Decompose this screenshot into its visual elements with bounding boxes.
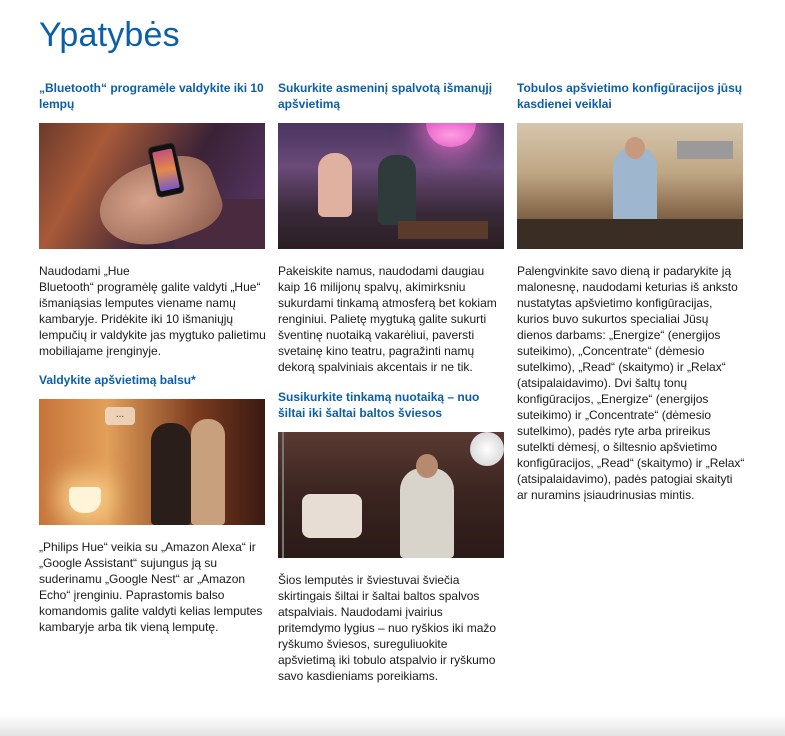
feature-heading: Tobulos apšvietimo konfigūracijos jūsų kasdienei veiklai <box>517 81 743 111</box>
kitchen-counter-shape <box>517 219 743 249</box>
features-column-3 <box>517 80 745 503</box>
range-hood-shape <box>677 141 733 159</box>
feature-image-color-lighting <box>278 123 504 249</box>
feature-color <box>278 80 506 375</box>
person-shape <box>151 423 191 525</box>
feature-bluetooth <box>39 80 267 359</box>
feature-white <box>278 389 506 684</box>
feature-text: Pakeiskite namus, naudodami daugiau kaip 16 milijonų spalvų, akimirksniu sukurdami tinkamą atmosferą bet kokiam renginiui. Palietę mygtuką galite sukurti šventinę nuotaiką vakarėliui, paversti svetainę kino teatru, pagražinti namų dekorą spalviniais akcentais ir ne tik. <box>278 264 497 374</box>
pendant-lamp-icon <box>470 432 504 466</box>
person-head-shape <box>416 454 438 478</box>
feature-text: Naudodami „Hue Bluetooth“ programėlę galite valdyti „Hue“ išmaniąsias lemputes viename namų kambaryje. Pridėkite iki 10 išmaniųjų lempučių ir valdykite jas mygtuko palietimu mobiliajame įrenginyje. <box>39 264 266 358</box>
table-shape <box>398 221 488 239</box>
person-shape <box>378 155 416 225</box>
table-lamp-icon <box>69 487 101 513</box>
speech-bubble-icon: ... <box>105 407 135 425</box>
feature-heading: Valdykite apšvietimą balsu* <box>39 373 196 387</box>
page-title: Ypatybės <box>39 16 180 54</box>
armchair-shape <box>302 494 362 538</box>
pendant-lamp-icon <box>426 123 476 147</box>
feature-text: „Philips Hue“ veikia su „Amazon Alexa“ ir „Google Assistant“ sujungus ją su suderinamu „Google Nest“ ar „Amazon Echo“ įrenginiu. Paprastomis balso komandomis galite valdyti kelias lemputes kambaryje arba tik vieną lemputę. <box>39 540 263 634</box>
feature-text: Palengvinkite savo dieną ir padarykite ją malonesnę, naudodami keturias iš anksto nustatytas apšvietimo konfigūracijas, kurios buvo sukurtos specialiai Jūsų dienos darbams: „Energize“ (energijos suteikimo), „Concentrate“ (dėmesio sutelkimo), „Read“ (skaitymo) ir „Relax“ (atsipalaidavimo). Dvi šaltų tonų konfigūracijos, „Energize“ (energijos suteikimo) ir „Concentrate“ (dėmesio sutelkimo), padės ryte arba prireikus sutelkti dėmesį, o šiltesnio apšvietimo konfigūracijos, „Read“ (skaitymo) ir „Relax“ (atsipalaidavimo), padės patogiai skaityti ar nuramins įsiaudrinusias mintis. <box>517 264 745 502</box>
person-shape <box>613 147 657 227</box>
floor-lamp-icon <box>282 432 284 558</box>
feature-image-phone-app <box>39 123 265 249</box>
feature-heading: Susikurkite tinkamą nuotaiką – nuo šiltai iki šaltai baltos šviesos <box>278 390 480 420</box>
person-shape <box>400 468 454 558</box>
feature-heading: Sukurkite asmeninį spalvotą išmanųjį apšvietimą <box>278 81 493 111</box>
feature-text: Šios lemputės ir šviestuvai šviečia skirtingais šiltai ir šaltai baltos spalvos atspalviais. Naudodami įvairius pritemdymo lygius – nuo ryškios iki mažo ryškumo šviesos, sureguliuokite apšvietimą iki tobulo atspalvio ir ryškumo savo kasdieniams poreikiams. <box>278 573 497 683</box>
feature-routine <box>517 80 745 503</box>
features-column-1 <box>39 80 267 635</box>
person-shape <box>191 419 225 525</box>
person-head-shape <box>625 137 645 159</box>
bottom-fade <box>0 714 785 736</box>
features-column-2 <box>278 80 506 684</box>
feature-image-voice-control <box>39 399 265 525</box>
feature-image-kitchen-routine <box>517 123 743 249</box>
feature-heading: „Bluetooth“ programėle valdykite iki 10 lempų <box>39 81 264 111</box>
person-shape <box>318 153 352 217</box>
feature-voice <box>39 372 267 635</box>
feature-image-white-ambiance <box>278 432 504 558</box>
